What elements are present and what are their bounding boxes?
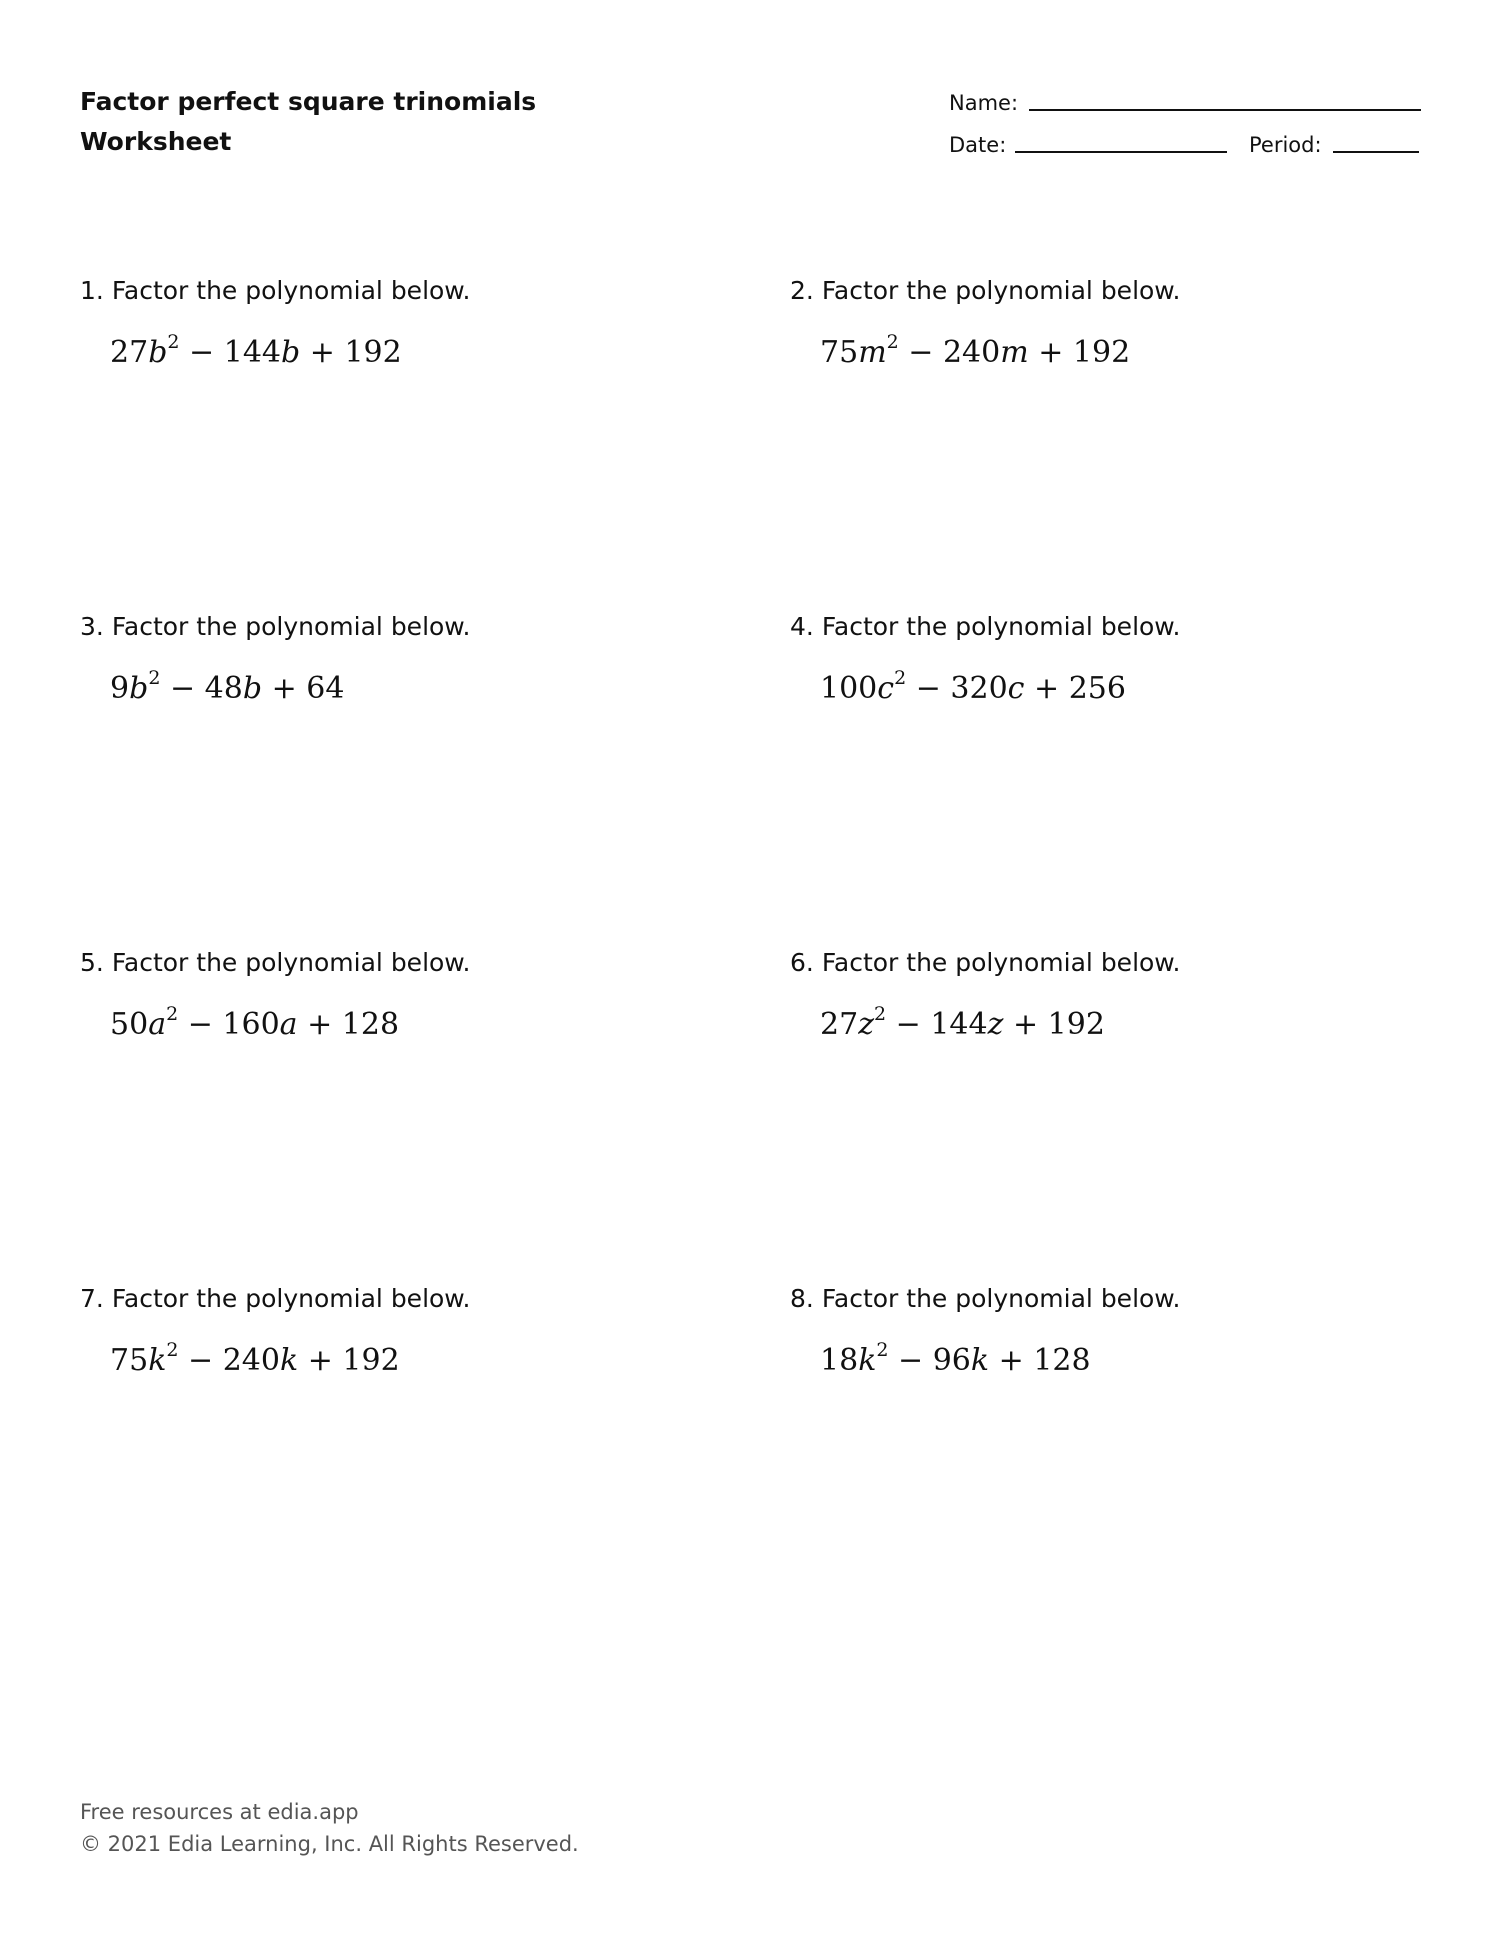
problem-prompt: 3. Factor the polynomial below.	[80, 612, 471, 641]
worksheet-title-block	[80, 82, 536, 162]
date-label: Date:	[949, 133, 1007, 157]
period-blank-line[interactable]	[1333, 151, 1419, 153]
problem-4	[790, 610, 1430, 708]
problem-prompt: 7. Factor the polynomial below.	[80, 1284, 471, 1313]
footer-copyright-text: © 2021 Edia Learning, Inc. All Rights Reserved.	[80, 1832, 579, 1856]
problem-7	[80, 1282, 720, 1380]
problem-1	[80, 274, 720, 372]
problem-5	[80, 946, 720, 1044]
footer-resources-text: Free resources at edia.app	[80, 1800, 359, 1824]
problem-2	[790, 274, 1430, 372]
problem-prompt: 5. Factor the polynomial below.	[80, 948, 471, 977]
polynomial-expression: $75k^2 - 240k + 192$	[110, 1339, 400, 1378]
problem-prompt: 6. Factor the polynomial below.	[790, 948, 1181, 977]
problem-prompt: 8. Factor the polynomial below.	[790, 1284, 1181, 1313]
date-blank-line[interactable]	[1015, 151, 1227, 153]
problem-6	[790, 946, 1430, 1044]
worksheet-title: Factor perfect square trinomials	[80, 87, 537, 116]
polynomial-expression: $9b^2 - 48b + 64$	[110, 667, 345, 706]
polynomial-expression: $50a^2 - 160a + 128$	[110, 1003, 400, 1042]
problem-prompt: 2. Factor the polynomial below.	[790, 276, 1181, 305]
date-period-row	[949, 130, 1429, 160]
worksheet-subtitle: Worksheet	[80, 127, 232, 156]
polynomial-expression: $27z^2 - 144z + 192$	[820, 1003, 1105, 1042]
name-blank-line[interactable]	[1029, 109, 1421, 111]
problem-3	[80, 610, 720, 708]
polynomial-expression: $27b^2 - 144b + 192$	[110, 331, 402, 370]
problem-prompt: 4. Factor the polynomial below.	[790, 612, 1181, 641]
problem-prompt: 1. Factor the polynomial below.	[80, 276, 471, 305]
page-footer	[80, 1796, 579, 1860]
name-field-row	[949, 88, 1429, 118]
polynomial-expression: $100c^2 - 320c + 256$	[820, 667, 1126, 706]
name-label: Name:	[949, 91, 1019, 115]
problem-8	[790, 1282, 1430, 1380]
polynomial-expression: $18k^2 - 96k + 128$	[820, 1339, 1091, 1378]
polynomial-expression: $75m^2 - 240m + 192$	[820, 331, 1131, 370]
period-label: Period:	[1249, 133, 1322, 157]
